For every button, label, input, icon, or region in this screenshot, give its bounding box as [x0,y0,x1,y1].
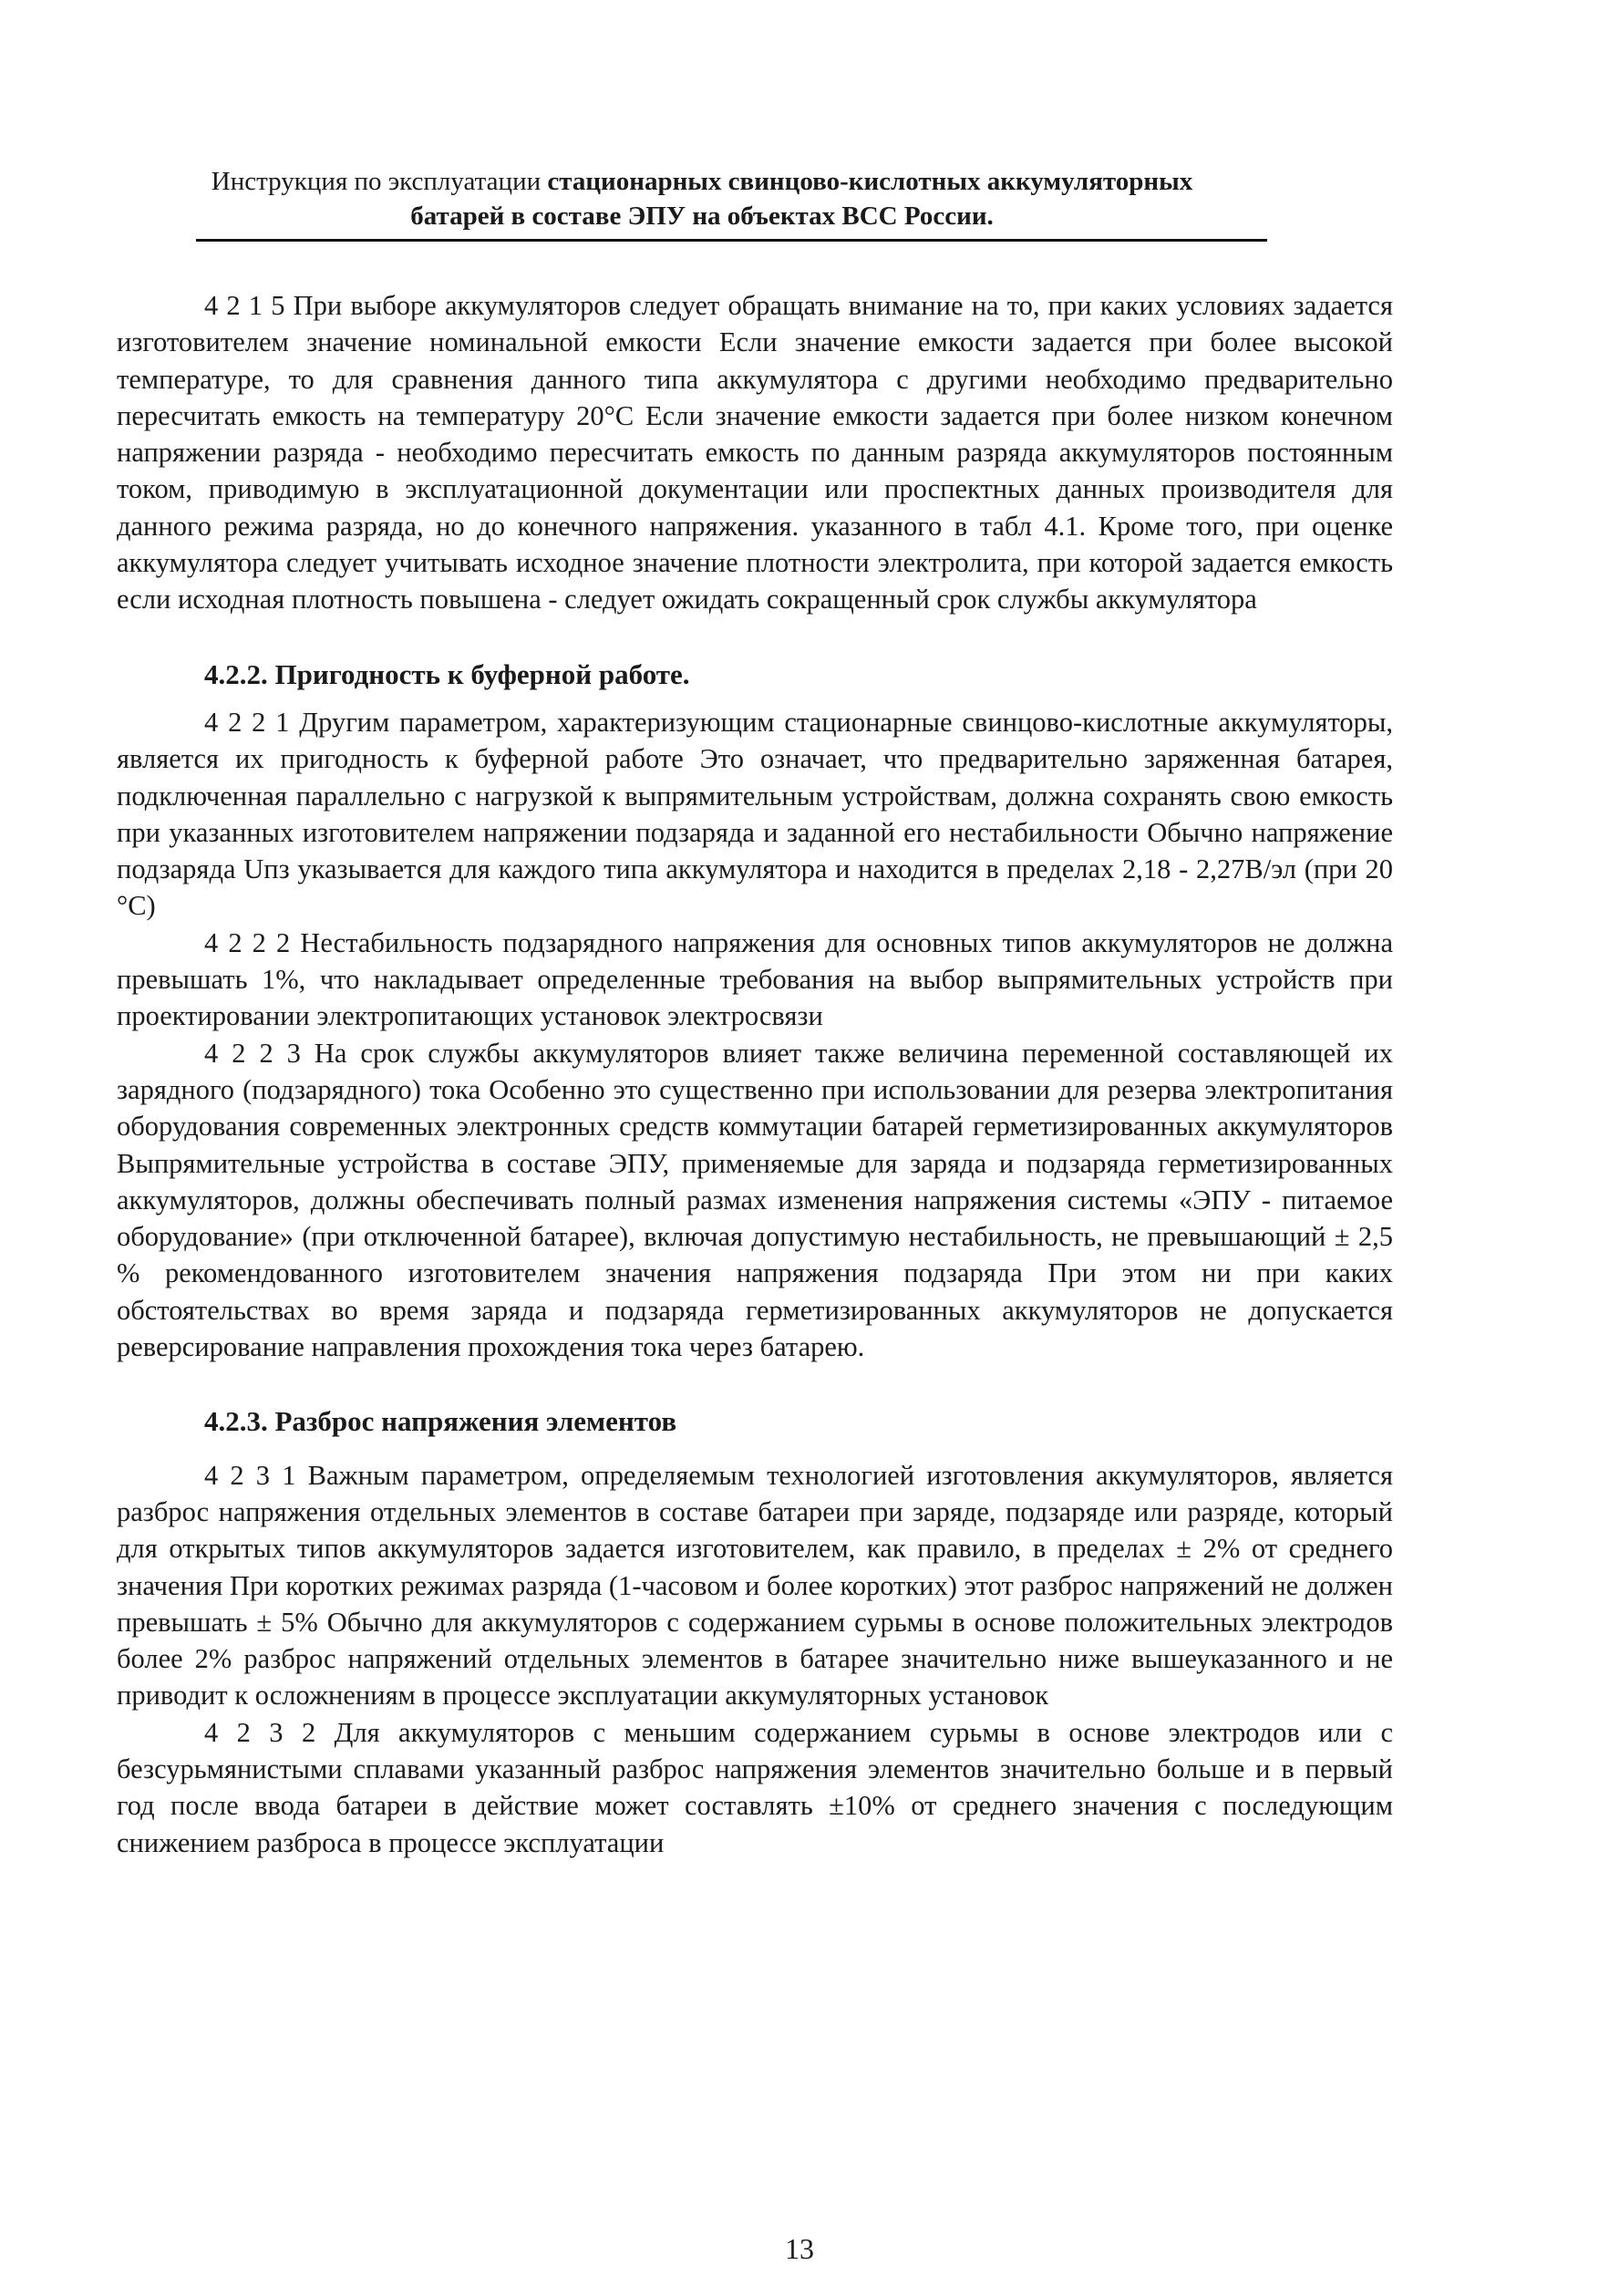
header-divider [196,239,1267,242]
page-number: 13 [785,2232,814,2265]
page-header [137,164,1267,233]
paragraph-4-2-2-1: 4 2 2 1 Другим параметром, характеризующим стационарные свинцово-кислотные аккумуляторы, является их пригодность к буферной работе Это означает, что предварительно заряженная батарея, подключенная параллельно с нагрузкой к выпрямительным устройствам, должна сохранять свою емкость при указанных изготовителем напряжении подзаряда и заданной его нестабильности Обычно напряжение подзаряда Uпз указывается для каждого типа аккумулятора и находится в пределах 2,18 - 2,27В/эл (при 20 °С) [117,706,1393,922]
document-body [117,287,1393,1861]
header-line-1-bold: стационарных свинцово-кислотных аккумуляторных [547,167,1193,196]
paragraph-4-2-3-2: 4 2 3 2 Для аккумуляторов с меньшим содержанием сурьмы в основе электродов или с безсурьмянистыми сплавами указанный разброс напряжения элементов значительно больше и в первый год после ввода батареи в действие может составлять ±10% от среднего значения с последующим снижением разброса в процессе эксплуатации [117,1716,1393,1858]
paragraph-4-2-2-2: 4 2 2 2 Нестабильность подзарядного напряжения для основных типов аккумуляторов не должна превышать 1%, что накладывает определенные требования на выбор выпрямительных устройств при проектировании электропитающих установок электросвязи [117,926,1393,1032]
paragraph-4-2-1-5: 4 2 1 5 При выборе аккумуляторов следует обращать внимание на то, при каких условиях задается изготовителем значение номинальной емкости Если значение емкости задается при более высокой температуре, то для сравнения данного типа аккумулятора с другими необходимо предварительно пересчитать емкость на температуру 20°С Если значение емкости задается при более низком конечном напряжении разряда - необходимо пересчитать емкость по данным разряда аккумуляторов постоянным током, приводимую в эксплуатационной документации или проспектных данных производителя для данного режима разряда, но до конечного напряжения. указанного в табл 4.1. Кроме того, при оценке аккумулятора следует учитывать исходное значение плотности электролита, при которой задается емкость если исходная плотность повышена - следует ожидать сокращенный срок службы аккумулятора [117,290,1393,615]
header-line-1-regular: Инструкция по эксплуатации [211,167,542,196]
header-line-1 [137,164,1267,199]
paragraph-4-2-3-1: 4 2 3 1 Важным параметром, определяемым технологией изготовления аккумуляторов, является разброс напряжения отдельных элементов в составе батареи при заряде, подзаряде или разряде, который для открытых типов аккумуляторов задается изготовителем, как правило, в пределах ± 2% от среднего значения При коротких режимах разряда (1-часовом и более коротких) этот разброс напряжений не должен превышать ± 5% Обычно для аккумуляторов с содержанием сурьмы в основе положительных электродов более 2% разброс напряжений отдельных элементов в батарее значительно ниже вышеуказанного и не приводит к осложнениям в процессе эксплуатации аккумуляторных установок [117,1459,1393,1712]
paragraph-4-2-2-3: 4 2 2 3 На срок службы аккумуляторов влияет также величина переменной составляющей их зарядного (подзарядного) тока Особенно это существенно при использовании для резерва электропитания оборудования современных электронных средств коммутации батарей герметизированных аккумуляторов Выпрямительные устройства в составе ЭПУ, применяемые для заряда и подзаряда герметизированных аккумуляторов, должны обеспечивать полный размах изменения напряжения системы «ЭПУ - питаемое оборудование» (при отключенной батарее), включая допустимую нестабильность, не превышающий ± 2,5 % рекомендованного изготовителем значения напряжения подзаряда При этом ни при каких обстоятельствах во время заряда и подзаряда герметизированных аккумуляторов не допускается реверсирование направления прохождения тока через батарею. [117,1037,1393,1363]
header-line-2: батарей в составе ЭПУ на объектах ВСС России. [410,202,994,231]
section-heading-4-2-3: 4.2.3. Разброс напряжения элементов [204,1405,677,1438]
section-heading-4-2-2: 4.2.2. Пригодность к буферной работе. [204,657,690,690]
